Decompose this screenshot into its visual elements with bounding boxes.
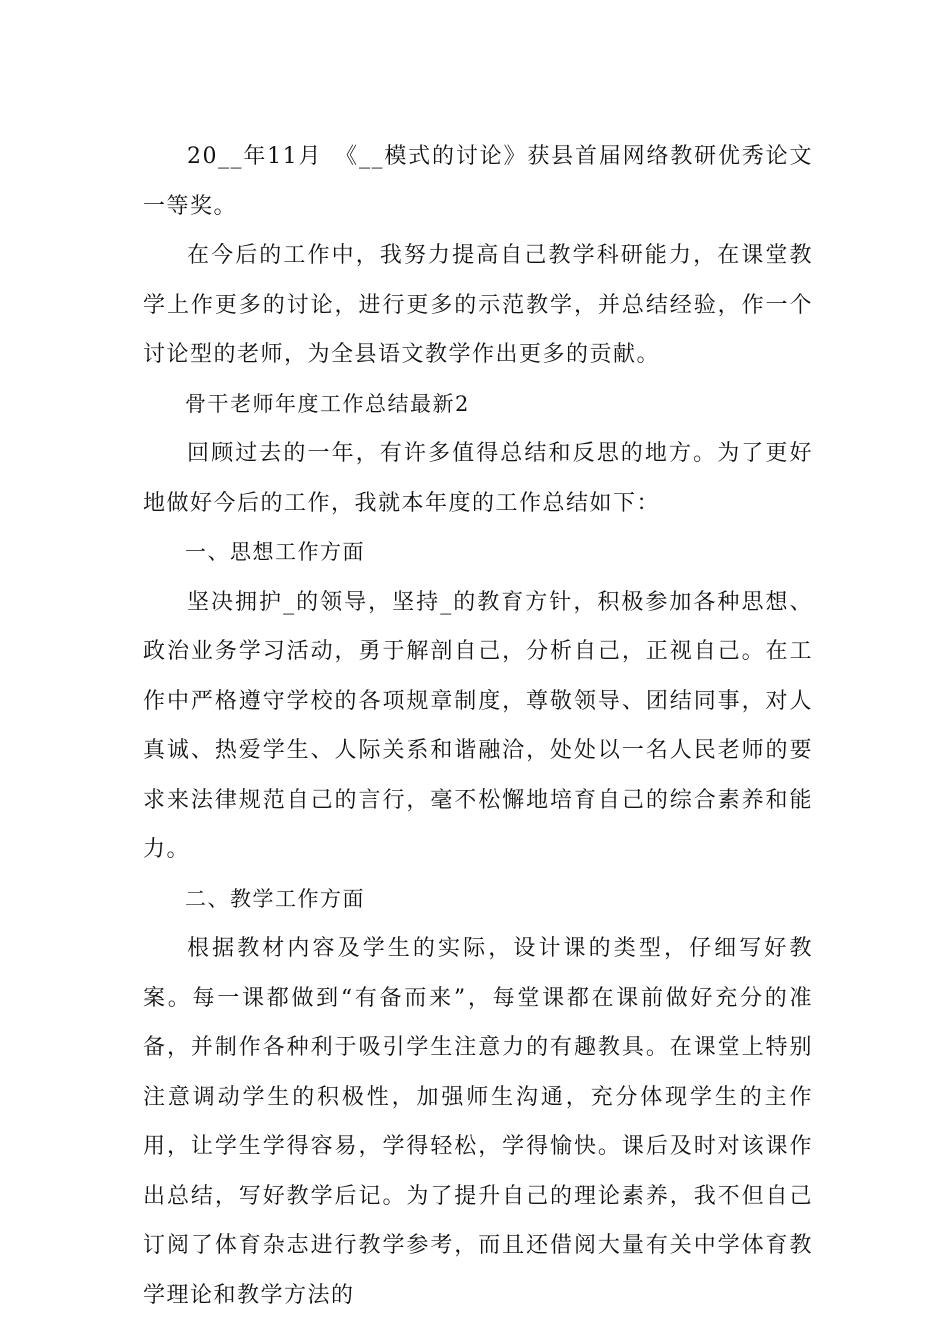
paragraph-teaching: 根据教材内容及学生的实际，设计课的类型，仔细写好教案。每一课都做到“有备而来”，每堂课都在课前做好充分的准备，并制作各种利于吸引学生注意力的有趣教具。在课堂上特别注意调动学生的积极性，加强师生沟通，充分体现学生的主作用，让学生学得容易，学得轻松，学得愉快。课后及时对该课作出总结，写好教学后记。为了提升自己的理论素养，我不但自己订阅了体育杂志进行教学参考，而且还借阅大量有关中学体育教学理论和教学方法的 [143,936,813,1308]
paragraph-ideology: 坚决拥护_的领导，坚持_的教育方针，积极参加各种思想、政治业务学习活动，勇于解剖自己，分析自己，正视自己。在工作中严格遵守学校的各项规章制度，尊敬领导、团结同事，对人真诚、热爱学生、人际关系和谐融洽，处处以一名人民老师的要求来法律规范自己的言行，毫不松懈地培育自己的综合素养和能力。 [143,589,813,862]
paragraph-review: 回顾过去的一年，有许多值得总结和反思的地方。为了更好地做好今后的工作，我就本年度的工作总结如下： [143,441,813,516]
paragraph-future-work: 在今后的工作中，我努力提高自己教学科研能力，在课堂教学上作更多的讨论，进行更多的示范教学，并总结经验，作一个讨论型的老师，为全县语文教学作出更多的贡献。 [143,243,813,367]
heading-ideology: 一、思想工作方面 [185,540,365,564]
document-body [143,132,813,1320]
paragraph-award: 20__年11月 《__模式的讨论》获县首届网络教研优秀论文一等奖。 [143,144,813,219]
section-title: 骨干老师年度工作总结最新2 [185,391,470,416]
heading-teaching: 二、教学工作方面 [185,886,365,911]
